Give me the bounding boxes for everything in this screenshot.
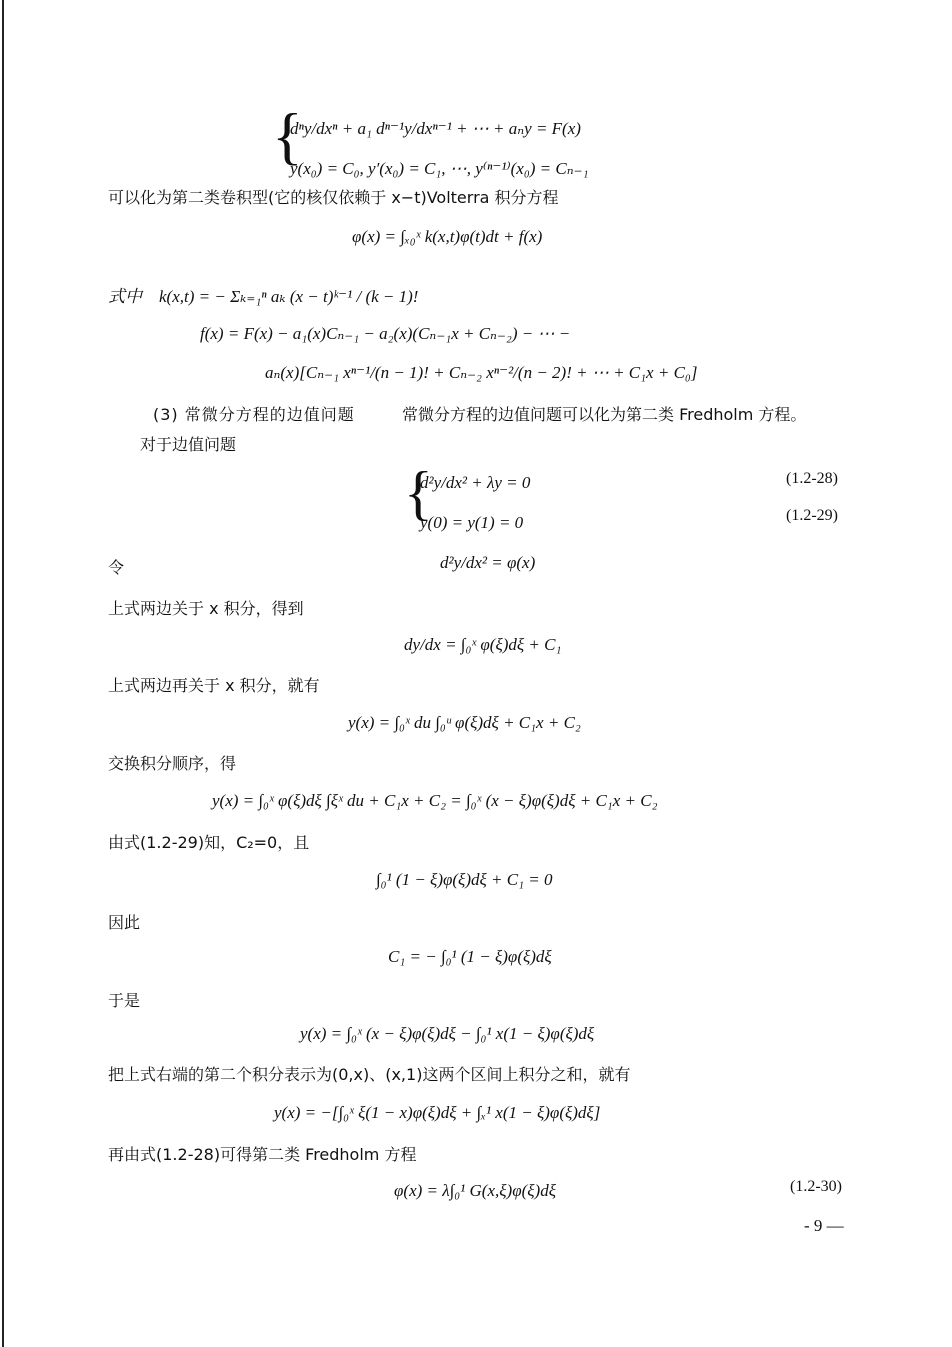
eqno-1-2-28: (1.2-28) xyxy=(786,470,838,487)
word-yinci: 因此 xyxy=(108,913,141,932)
first-integral: dy/dx = ∫₀ˣ φ(ξ)dξ + C₁ xyxy=(404,635,562,654)
paragraph-from-1-2-29: 由式(1.2-29)知，C₂=0，且 xyxy=(108,833,310,852)
kernel-definition: 式中 k(x,t) = − Σₖ₌₁ⁿ aₖ (x − t)ᵏ⁻¹ / (k − 1)! xyxy=(108,287,419,306)
paragraph-integrate-once: 上式两边关于 x 积分，得到 xyxy=(108,599,304,618)
section-3-heading: (3) 常微分方程的边值问题 xyxy=(153,405,355,424)
paragraph-swap-order: 交换积分顺序，得 xyxy=(108,754,237,773)
paragraph-split-interval: 把上式右端的第二个积分表示为(0,x)、(x,1)这两个区间上积分之和，就有 xyxy=(108,1065,631,1084)
word-ling: 令 xyxy=(108,558,125,577)
equation-1-2-29: y(0) = y(1) = 0 xyxy=(420,513,524,532)
second-integral: y(x) = ∫₀ˣ du ∫₀ᵘ φ(ξ)dξ + C₁x + C₂ xyxy=(348,713,581,732)
paragraph-volterra: 可以化为第二类卷积型(它的核仅依赖于 x−t)Volterra 积分方程 xyxy=(108,188,559,207)
equation-1-2-28: d²y/dx² + λy = 0 xyxy=(420,473,531,492)
swapped-integral: y(x) = ∫₀ˣ φ(ξ)dξ ∫ξˣ du + C₁x + C₂ = ∫₀ˣ (x − ξ)φ(ξ)dξ + C₁x + C₂ xyxy=(212,791,658,810)
eqno-1-2-30: (1.2-30) xyxy=(790,1178,842,1195)
boundary-condition-integral: ∫₀¹ (1 − ξ)φ(ξ)dξ + C₁ = 0 xyxy=(376,870,553,889)
fredholm-equation: φ(x) = λ∫₀¹ G(x,ξ)φ(ξ)dξ xyxy=(394,1181,556,1200)
volterra-equation: φ(x) = ∫ₓ₀ˣ k(x,t)φ(t)dt + f(x) xyxy=(352,227,543,246)
page-left-border xyxy=(2,0,4,1347)
page-number: - 9 — xyxy=(804,1216,844,1235)
section-3-intro: 常微分方程的边值问题可以化为第二类 Fredholm 方程。 xyxy=(402,405,807,424)
y-expression: y(x) = ∫₀ˣ (x − ξ)φ(ξ)dξ − ∫₀¹ x(1 − ξ)φ(ξ)dξ xyxy=(300,1024,595,1043)
ode-equation: dⁿy/dxⁿ + a₁ dⁿ⁻¹y/dxⁿ⁻¹ + ⋯ + aₙy = F(x) xyxy=(290,119,581,138)
eqno-1-2-29: (1.2-29) xyxy=(786,507,838,524)
substitution: d²y/dx² = φ(x) xyxy=(440,553,536,572)
system-brace-2: { xyxy=(404,460,433,526)
c1-expression: C₁ = − ∫₀¹ (1 − ξ)φ(ξ)dξ xyxy=(388,947,552,966)
initial-conditions: y(x₀) = C₀, y′(x₀) = C₁, ⋯, y⁽ⁿ⁻¹⁾(x₀) = Cₙ₋₁ xyxy=(290,159,589,178)
paragraph-boundary-problem: 对于边值问题 xyxy=(140,435,237,454)
paragraph-fredholm: 再由式(1.2-28)可得第二类 Fredholm 方程 xyxy=(108,1145,417,1164)
system-brace-1: { xyxy=(272,100,303,171)
y-split-expression: y(x) = −[∫₀ˣ ξ(1 − x)φ(ξ)dξ + ∫ₓ¹ x(1 − ξ)φ(ξ)dξ] xyxy=(274,1103,601,1122)
word-yushi: 于是 xyxy=(108,991,141,1010)
paragraph-integrate-twice: 上式两边再关于 x 积分，就有 xyxy=(108,676,320,695)
f-definition-line1: f(x) = F(x) − a₁(x)Cₙ₋₁ − a₂(x)(Cₙ₋₁x + Cₙ₋₂) − ⋯ − xyxy=(200,324,571,343)
f-definition-line2: aₙ(x)[Cₙ₋₁ xⁿ⁻¹/(n − 1)! + Cₙ₋₂ xⁿ⁻²/(n − 2)! + ⋯ + C₁x + C₀] xyxy=(265,363,698,382)
